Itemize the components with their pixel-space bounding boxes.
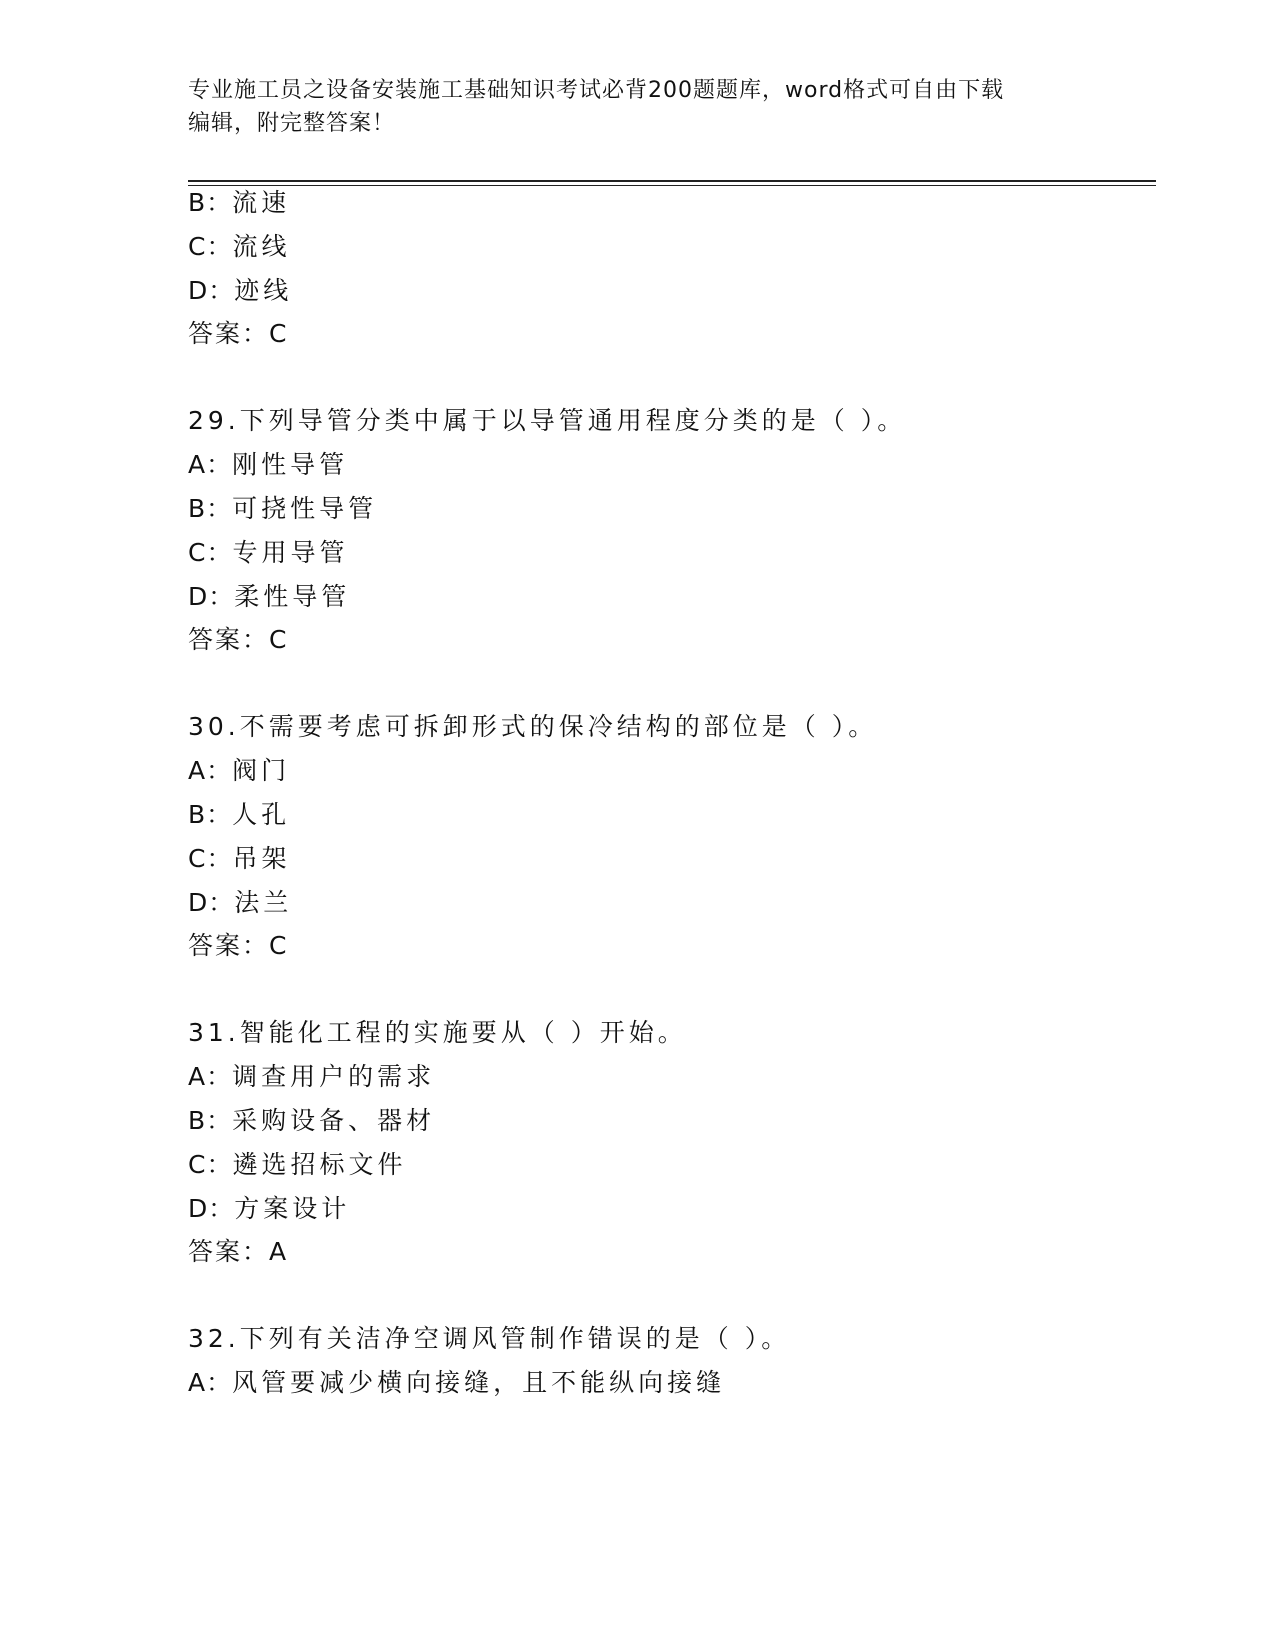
header-divider-thin — [188, 185, 1156, 186]
answer-line: 答案：C — [188, 625, 289, 654]
option-a: A：调查用户的需求 — [188, 1062, 436, 1091]
document-header — [188, 74, 1088, 140]
option-c: C：专用导管 — [188, 538, 349, 567]
option-a: A：刚性导管 — [188, 450, 349, 479]
question-stem: 29.下列导管分类中属于以导管通用程度分类的是（ ）。 — [188, 406, 907, 435]
option-b: B：流速 — [188, 188, 291, 217]
question-stem: 31.智能化工程的实施要从（ ）开始。 — [188, 1018, 687, 1047]
option-c: C：流线 — [188, 232, 291, 261]
option-b: B：可挠性导管 — [188, 494, 378, 523]
header-title-line-1: 专业施工员之设备安装施工基础知识考试必背200题题库，word格式可自由下载 — [188, 78, 1005, 103]
option-d: D：方案设计 — [188, 1194, 351, 1223]
option-a: A：阀门 — [188, 756, 291, 785]
option-c: C：吊架 — [188, 844, 291, 873]
answer-line: 答案：C — [188, 319, 289, 348]
answer-line: 答案：A — [188, 1237, 289, 1266]
option-d: D：法兰 — [188, 888, 293, 917]
question-stem: 32.下列有关洁净空调风管制作错误的是（ ）。 — [188, 1324, 791, 1353]
header-title-line-2: 编辑，附完整答案！ — [188, 111, 396, 136]
option-c: C：遴选招标文件 — [188, 1150, 407, 1179]
option-d: D：柔性导管 — [188, 582, 351, 611]
option-b: B：人孔 — [188, 800, 291, 829]
question-stem: 30.不需要考虑可拆卸形式的保冷结构的部位是（ ）。 — [188, 712, 878, 741]
option-b: B：采购设备、器材 — [188, 1106, 436, 1135]
header-divider-thick — [188, 180, 1156, 182]
option-d: D：迹线 — [188, 276, 293, 305]
option-a: A：风管要减少横向接缝，且不能纵向接缝 — [188, 1368, 726, 1397]
answer-line: 答案：C — [188, 931, 289, 960]
